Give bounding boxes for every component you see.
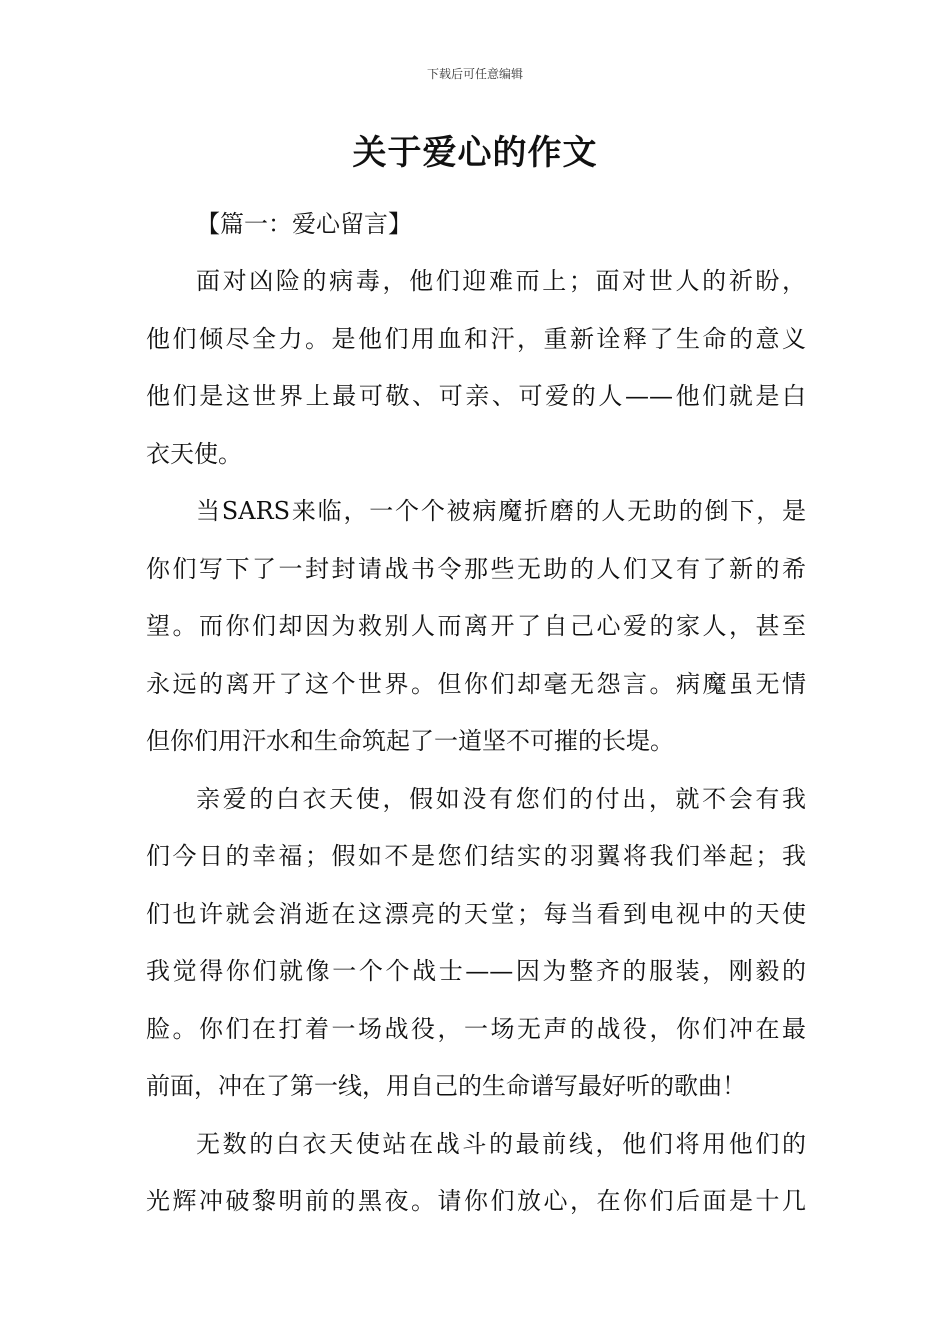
paragraph-3	[146, 771, 806, 1116]
text-line: 无数的白衣天使站在战斗的最前线，他们将用他们的	[196, 1129, 806, 1158]
text-line: 们也许就会消逝在这漂亮的天堂；每当看到电视中的天使	[146, 899, 806, 928]
text-line: 面对凶险的病毒，他们迎难而上；面对世人的祈盼，	[196, 267, 806, 295]
paragraph-4	[146, 1116, 806, 1231]
text-line: 光辉冲破黎明前的黑夜。请你们放心，在你们后面是十几	[146, 1187, 806, 1215]
section-heading: 【篇一：爱心留言】	[196, 210, 412, 238]
paragraph-1	[146, 253, 806, 483]
text-line: 我觉得你们就像一个个战士——因为整齐的服装，刚毅的	[146, 957, 806, 985]
text-line: 望。而你们却因为救别人而离开了自己心爱的家人，甚至	[146, 612, 806, 640]
text-line: 前面，冲在了第一线，用自己的生命谱写最好听的歌曲！	[146, 1072, 746, 1100]
text-line: 当SARS来临，一个个被病魔折磨的人无助的倒下，是	[196, 497, 806, 525]
text-line: 们今日的幸福；假如不是您们结实的羽翼将我们举起；我	[146, 842, 806, 870]
text-line: 脸。你们在打着一场战役，一场无声的战役，你们冲在最	[146, 1014, 806, 1043]
paragraph-2	[146, 483, 806, 771]
document-title: 关于爱心的作文	[352, 133, 598, 173]
text-line: 但你们用汗水和生命筑起了一道坚不可摧的长堤。	[146, 727, 674, 755]
page-header: 下载后可任意编辑	[426, 67, 523, 81]
document-body	[146, 196, 806, 1231]
text-line: 你们写下了一封封请战书令那些无助的人们又有了新的希	[146, 554, 806, 583]
text-line: 他们是这世界上最可敬、可亲、可爱的人——他们就是白	[146, 382, 806, 410]
text-line: 衣天使。	[146, 439, 242, 468]
text-line: 永远的离开了这个世界。但你们却毫无怨言。病魔虽无情	[146, 669, 806, 698]
text-line: 他们倾尽全力。是他们用血和汗，重新诠释了生命的意义	[146, 324, 806, 353]
text-line: 亲爱的白衣天使，假如没有您们的付出，就不会有我	[196, 784, 806, 813]
